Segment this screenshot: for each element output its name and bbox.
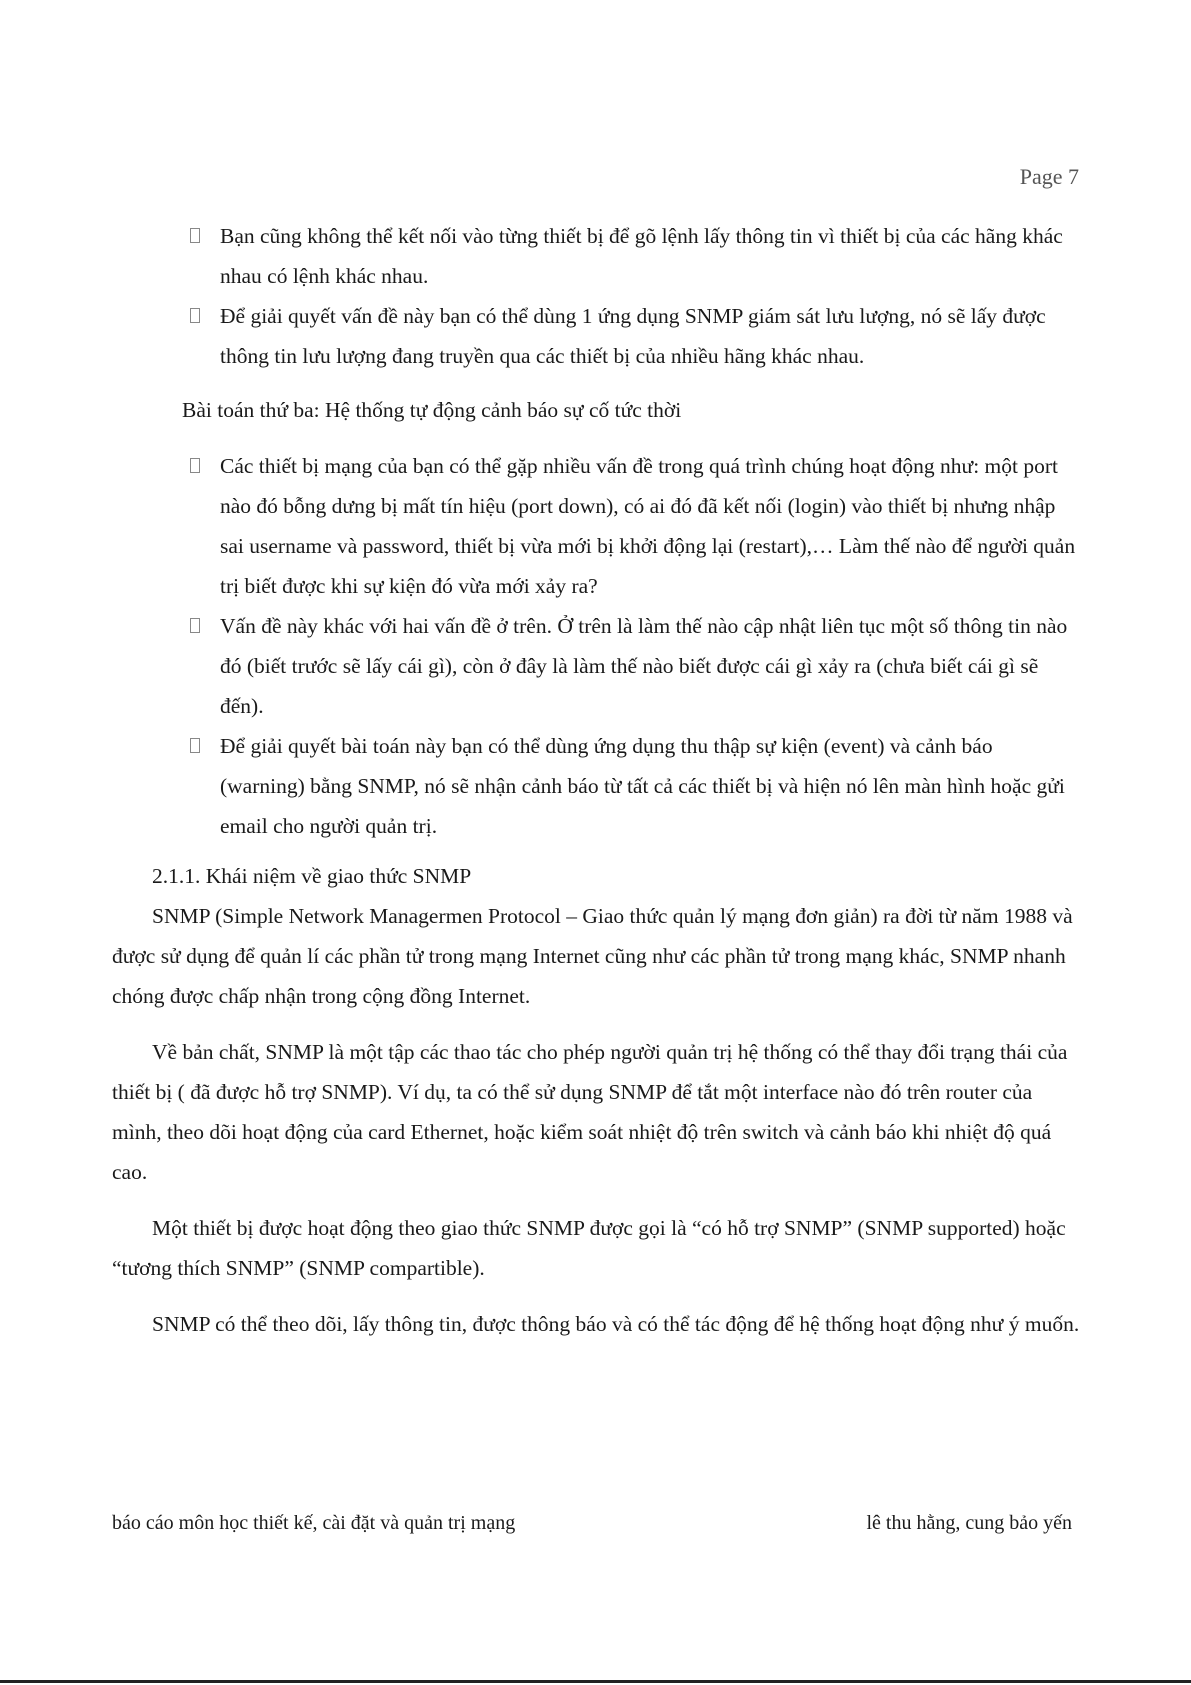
page-footer [112,1512,1072,1535]
list-item-text: Để giải quyết vấn đề này bạn có thể dùng 1 ứng dụng SNMP giám sát lưu lượng, nó sẽ lấy được thông tin lưu lượng đang truyền qua các thiết bị của nhiều hãng khác nhau. [220,304,1046,368]
bullet-list-1 [112,216,1080,376]
list-item [220,726,1080,846]
bullet-box-icon [190,458,200,473]
list-item-text: Bạn cũng không thể kết nối vào từng thiết bị để gõ lệnh lấy thông tin vì thiết bị của các hãng khác nhau có lệnh khác nhau. [220,224,1063,288]
list-item [220,216,1080,296]
paragraph: SNMP có thể theo dõi, lấy thông tin, được thông báo và có thể tác động để hệ thống hoạt động như ý muốn. [152,1312,1080,1336]
list-item-text: Vấn đề này khác với hai vấn đề ở trên. Ở trên là làm thế nào cập nhật liên tục một số thông tin nào đó (biết trước sẽ lấy cái gì), còn ở đây là làm thế nào biết được cái gì xảy ra (chưa biết cái gì sẽ đến). [220,614,1068,718]
scan-edge-line [0,1680,1191,1683]
paragraph: Về bản chất, SNMP là một tập các thao tác cho phép người quản trị hệ thống có thể thay đổi trạng thái của thiết bị ( đã được hỗ trợ SNMP). Ví dụ, ta có thể sử dụng SNMP để tắt một interface nào đó trên router của mình, theo dõi hoạt động của card Ethernet, hoặc kiểm soát nhiệt độ trên switch và cảnh báo khi nhiệt độ quá cao. [112,1040,1068,1184]
page-content [112,216,1080,1360]
bullet-box-icon [190,228,200,243]
footer-right: lê thu hằng, cung bảo yến [866,1512,1072,1534]
footer-left: báo cáo môn học thiết kế, cài đặt và quản trị mạng [112,1512,516,1534]
bullet-list-2 [112,446,1080,846]
list-item [220,446,1080,606]
problem-3-heading: Bài toán thứ ba: Hệ thống tự động cảnh báo sự cố tức thời [182,398,682,422]
paragraph: Một thiết bị được hoạt động theo giao thức SNMP được gọi là “có hỗ trợ SNMP” (SNMP supported) hoặc “tương thích SNMP” (SNMP compartible). [112,1216,1066,1280]
bullet-box-icon [190,738,200,753]
list-item-text: Các thiết bị mạng của bạn có thể gặp nhiều vấn đề trong quá trình chúng hoạt động như: một port nào đó bỗng dưng bị mất tín hiệu (port down), có ai đó đã kết nối (login) vào thiết bị nhưng nhập sai username và password, thiết bị vừa mới bị khởi động lại (restart),… Làm thế nào để người quản trị biết được khi sự kiện đó vừa mới xảy ra? [220,454,1076,598]
list-item [220,606,1080,726]
bullet-box-icon [190,618,200,633]
paragraph: SNMP (Simple Network Managermen Protocol – Giao thức quản lý mạng đơn giản) ra đời từ năm 1988 và được sử dụng để quản lí các phần tử trong mạng Internet cũng như các phần tử trong mạng khác, SNMP nhanh chóng được chấp nhận trong cộng đồng Internet. [112,904,1073,1008]
list-item [220,296,1080,376]
list-item-text: Để giải quyết bài toán này bạn có thể dùng ứng dụng thu thập sự kiện (event) và cảnh báo (warning) bằng SNMP, nó sẽ nhận cảnh báo từ tất cả các thiết bị và hiện nó lên màn hình hoặc gửi email cho người quản trị. [220,734,1065,838]
page-number: Page 7 [1019,164,1079,189]
bullet-box-icon [190,308,200,323]
section-heading: 2.1.1. Khái niệm về giao thức SNMP [152,864,472,888]
